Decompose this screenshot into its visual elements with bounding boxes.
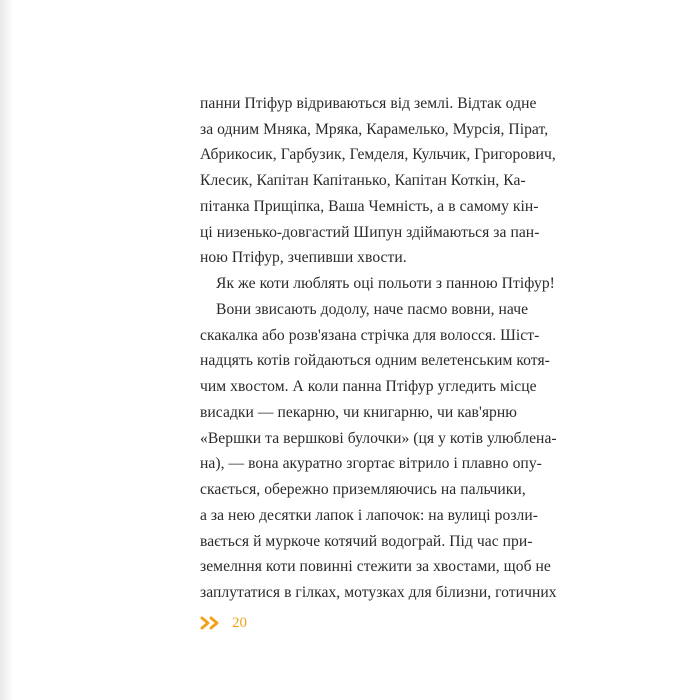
page-number: 20 bbox=[232, 615, 247, 631]
text-line: пітанка Прищіпка, Ваша Чемність, а в самому кін- bbox=[200, 197, 539, 215]
text-line: ною Птіфур, зчепивши хвости. bbox=[200, 249, 407, 267]
text-line: скакалка або розв'язана стрічка для волосся. Шіст- bbox=[200, 326, 540, 344]
text-line: панни Птіфур відриваються від землі. Відтак одне bbox=[200, 95, 537, 112]
text-line: Клесик, Капітан Капітанько, Капітан Коткін, Ка- bbox=[200, 172, 526, 190]
text-line: скається, обережно приземляючись на пальчики, bbox=[200, 481, 526, 499]
text-line: висадки — пекарню, чи книгарню, чи кав'ярню bbox=[200, 403, 517, 421]
text-line: заплутатися в гілках, мотузках для білизни, готичних bbox=[200, 584, 557, 601]
text-line: чим хвостом. А коли панна Птіфур угледить місце bbox=[200, 378, 537, 396]
text-line: на), — вона акуратно згортає вітрило і плавно опу- bbox=[200, 455, 542, 473]
text-line: ці низенько-довгастий Шипун здіймаються за пан- bbox=[200, 223, 540, 241]
paragraph-first-line: Як же коти люблять оці польоти з панною Птіфур! bbox=[216, 275, 555, 293]
text-line: а за нею десятки лапок і лапочок: на вулиці розли- bbox=[200, 506, 538, 524]
text-line: за одним Мняка, Мряка, Карамелько, Мурсія, Пірат, bbox=[200, 120, 549, 138]
paragraph-first-line: Вони звисають додолу, наче пасмо вовни, наче bbox=[216, 300, 529, 318]
double-chevron-right-icon bbox=[200, 615, 224, 631]
text-line: надцять котів гойдаються одним велетенським котя- bbox=[200, 352, 550, 370]
text-line: земелння коти повинні стежити за хвостами, щоб не bbox=[200, 558, 551, 576]
text-line: вається й муркоче котячий водограй. Під час при- bbox=[200, 532, 533, 550]
text-line: Абрикосик, Гарбузик, Гемделя, Кульчик, Григорович, bbox=[200, 146, 556, 164]
text-line: «Вершки та вершкові булочки» (ця у котів улюблена- bbox=[200, 429, 557, 447]
page-footer bbox=[200, 612, 247, 634]
